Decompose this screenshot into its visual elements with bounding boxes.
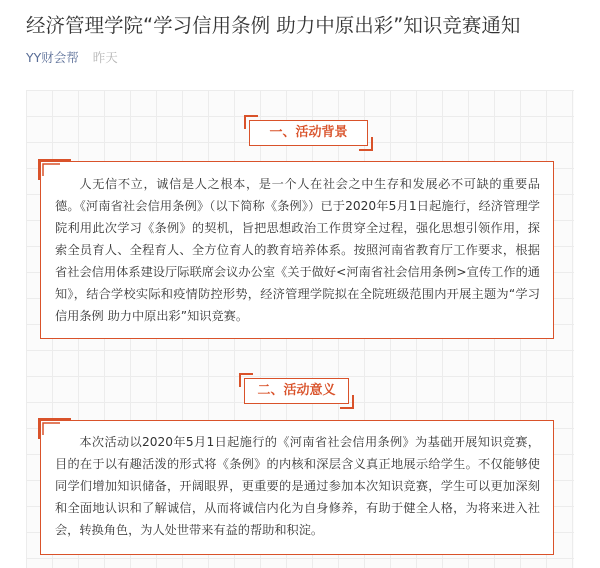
section-card-significance [40,420,554,555]
section-heading-badge-background [249,120,368,146]
section-card-background [40,161,554,339]
corner-accent-icon [38,159,72,181]
article-title: 经济管理学院“学习信用条例 助力中原出彩”知识竞赛通知 [26,14,521,37]
section-body-significance: 本次活动以2020年5月1日起施行的《河南省社会信用条例》为基础开展知识竞赛，目的在于以有趣活泼的形式将《条例》的内核和深层含义真正地展示给学生。不仅能够使同学们增加知识储备，开阔眼界，更重要的是通过参加本次知识竞赛，学生可以更加深刻和全面地认识和了解诚信，从而将诚信内化为自身修养，有助于健全人格，为将来进入社会，转换角色，为人处世带来有益的帮助和积淀。 [55,435,540,537]
section-heading-badge-significance [244,378,349,404]
section-heading-background: 一、活动背景 [269,125,348,140]
publish-date: 昨天 [92,50,118,65]
article-meta [26,49,118,67]
author-link[interactable]: YY财会帮 [26,50,79,65]
section-body-background: 人无信不立，诚信是人之根本，是一个人在社会之中生存和发展必不可缺的重要品德。《河南省社会信用条例》（以下简称《条例》）已于2020年5月1日起施行，经济管理学院利用此次学习《条例》的契机，旨把思想政治工作贯穿全过程，强化思想引领作用，探索全员育人、全程育人、全方位育人的教育培养体系。按照河南省教育厅工作要求，根据省社会信用体系建设厅际联席会议办公室《关于做好<河南省社会信用条例>宣传工作的通知》，结合学校实际和疫情防控形势，经济管理学院拟在全院班级范围内开展主题为“学习信用条例 助力中原出彩”知识竞赛。 [55,177,540,323]
section-heading-significance: 二、活动意义 [257,383,336,398]
corner-accent-icon [38,418,72,440]
